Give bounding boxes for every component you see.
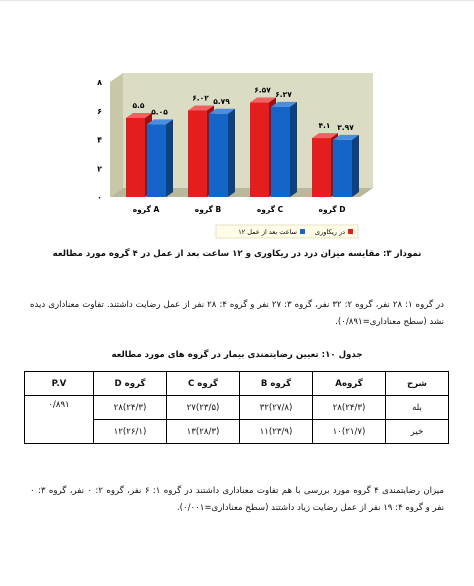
table-cell: (۲۸/۳)۱۳ <box>167 420 240 444</box>
x-tick-label: گروه B <box>194 205 222 214</box>
header-group-b: گروه B <box>240 372 313 396</box>
paragraph-satisfaction-significance: میزان رضایتمندی ۴ گروه مورد بررسی با هم تفاوت معناداری داشتند در گروه ۱: ۶ نفر، گروه ۲: ۰ نفر، گروه ۳: ۰ نفر و گروه ۴: ۱۹ نفر از عمل رضایت زیاد داشتند (سطح معناداری=۰/۰۰۱). <box>30 486 444 513</box>
bar <box>126 118 145 197</box>
bar <box>209 114 228 197</box>
bar <box>147 124 166 197</box>
bar-side <box>352 135 359 197</box>
bar <box>271 107 290 197</box>
bar <box>312 138 331 197</box>
header-pvalue: P.V <box>25 372 94 396</box>
x-tick-label: گروه C <box>256 205 284 214</box>
x-tick-label: گروه D <box>318 205 346 214</box>
bar <box>188 110 207 197</box>
table-cell: (۲۱/۷)۱۰ <box>313 420 386 444</box>
table-cell: (۲۴/۳)۲۸ <box>94 396 167 420</box>
legend-swatch <box>348 229 353 234</box>
x-tick-label: گروه A <box>132 205 160 214</box>
table-cell: (۲۳/۵)۲۷ <box>167 396 240 420</box>
paragraph-satisfaction-counts: در گروه ۱: ۲۸ نفر، گروه ۲: ۳۲ نفر، گروه ۳: ۲۷ نفر و گروه ۴: ۲۸ نفر از عمل رضایت داشتند. تفاوت معناداری دیده نشد (سطح معناداری=۰/۸۹۱). <box>30 300 445 327</box>
table-row <box>25 396 449 420</box>
chart-caption: نمودار ۳: مقایسه میزان درد در ریکاوری و ۱۲ ساعت بعد از عمل در ۴ گروه مورد مطالعه <box>52 249 422 259</box>
data-label: ۴.۱ <box>318 121 331 131</box>
bar-chart <box>84 63 384 243</box>
header-description: شرح <box>386 372 449 396</box>
bar <box>250 103 269 197</box>
header-group-d: گروه D <box>94 372 167 396</box>
row-label: بله <box>386 396 449 420</box>
header-group-a: گروهA <box>313 372 386 396</box>
header-group-c: گروه C <box>167 372 240 396</box>
table-cell: (۲۳/۹)۱۱ <box>240 420 313 444</box>
table-caption: جدول ۱۰: تعیین رضایتمندی بیمار در گروه های مورد مطالعه <box>111 350 363 360</box>
y-tick-label: ۸ <box>97 78 102 87</box>
bar-side <box>166 119 173 197</box>
y-tick-label: ۶ <box>97 106 102 116</box>
data-label: ۵.۵ <box>132 100 145 110</box>
table-cell: (۲۴/۳)۲۸ <box>313 396 386 420</box>
bar-side <box>228 109 235 197</box>
data-label: ۶.۵۷ <box>254 85 271 95</box>
y-tick-label: ۴ <box>97 135 102 145</box>
data-label: ۳.۹۷ <box>337 122 354 132</box>
data-label: ۶.۰۲ <box>192 93 209 103</box>
row-label: خیر <box>386 420 449 444</box>
table-cell: (۲۶/۱)۱۲ <box>94 420 167 444</box>
satisfaction-table <box>24 371 449 444</box>
bar <box>333 140 352 197</box>
pvalue-cell: ۰/۸۹۱ <box>25 396 94 444</box>
data-label: ۵.۰۵ <box>151 107 168 117</box>
legend-label: ۱۲ ساعت بعد از عمل <box>238 228 297 236</box>
data-label: ۶.۲۷ <box>275 89 292 99</box>
chart-side-wall <box>110 73 123 197</box>
data-label: ۵.۷۹ <box>213 96 230 106</box>
legend-swatch <box>300 229 305 234</box>
table-header-row <box>25 372 449 396</box>
y-tick-label: ۰ <box>97 193 102 202</box>
legend-label: در ریکاوری <box>315 228 345 236</box>
y-tick-label: ۲ <box>97 164 102 174</box>
bar-side <box>290 102 297 197</box>
table-cell: (۲۷/۸)۳۲ <box>240 396 313 420</box>
